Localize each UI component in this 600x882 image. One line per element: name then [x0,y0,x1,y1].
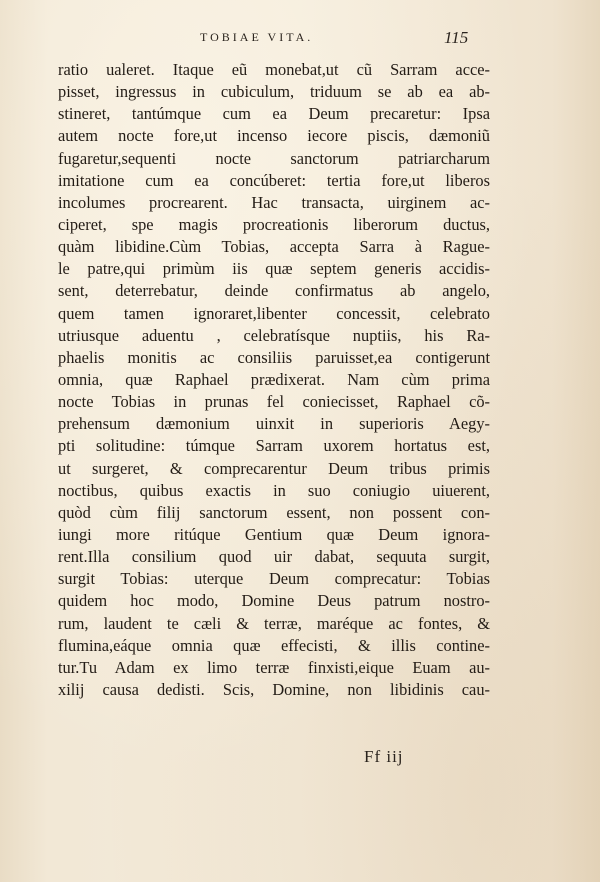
body-text [58,59,490,701]
text-line: pti solitudine: túmque Sarram uxorem hortatus est, [58,436,490,456]
page-number: 115 [444,28,469,47]
text-line: le patre,qui primùm iis quæ septem generis accidis- [58,259,490,279]
text-line: phaelis monitis ac consiliis paruisset,ea contigerunt [58,347,490,367]
text-line: autem nocte fore,ut incenso iecore piscis, dæmoniũ [58,126,490,146]
text-line: pisset, ingressus in cubiculum, triduum se ab ea ab- [58,82,490,102]
text-line: imitatione cum ea concúberet: tertia fore,ut liberos [58,170,490,190]
text-line: ciperet, spe magis procreationis liberorum ductus, [58,214,490,234]
text-line: stineret, tantúmque cum ea Deum precaretur: Ipsa [58,104,490,124]
text-line: rum, laudent te cæli & terræ, maréque ac fontes, & [58,613,490,633]
text-line: sent, deterrebatur, deinde confirmatus ab angelo, [58,281,490,301]
text-line: surgit Tobias: uterque Deum comprecatur: Tobias [58,569,490,589]
text-line: utriusque aduentu , celebratísque nuptiis, his Ra- [58,325,490,345]
text-line: quidem hoc modo, Domine Deus patrum nostro- [58,591,490,611]
text-line: nocte Tobias in prunas fel coniecisset, Raphael cõ- [58,392,490,412]
text-line: xilij causa dedisti. Scis, Domine, non libidinis cau- [58,679,490,699]
text-line: iungi more ritúque Gentium quæ Deum ignora- [58,524,490,544]
text-line: fugaretur,sequenti nocte sanctorum patriarcharum [58,148,490,168]
text-line: quàm libidine.Cùm Tobias, accepta Sarra à Rague- [58,237,490,257]
running-head: TOBIAE VITA. [200,30,314,44]
text-line: quòd cùm filij sanctorum essent, non possent con- [58,502,490,522]
text-line: tur.Tu Adam ex limo terræ finxisti,eique Euam au- [58,657,490,677]
text-line: prehensum dæmonium uinxit in superioris Aegy- [58,414,490,434]
text-line: ratio ualeret. Itaque eũ monebat,ut cũ Sarram acce- [58,60,490,79]
text-line: incolumes procrearent. Hac transacta, uirginem ac- [58,192,490,212]
text-line: flumina,eáque omnia quæ effecisti, & illis contine- [58,635,490,655]
text-line: rent.Illa consilium quod uir dabat, sequuta surgit, [58,547,490,567]
text-line: omnia, quæ Raphael prædixerat. Nam cùm prima [58,369,490,389]
text-line: noctibus, quibus exactis in suo coniugio uiuerent, [58,480,490,500]
text-line: ut surgeret, & comprecarentur Deum tribus primis [58,458,490,478]
text-line: quem tamen ignoraret,libenter concessit, celebrato [58,303,490,323]
signature-mark: Ff iij [364,747,404,766]
